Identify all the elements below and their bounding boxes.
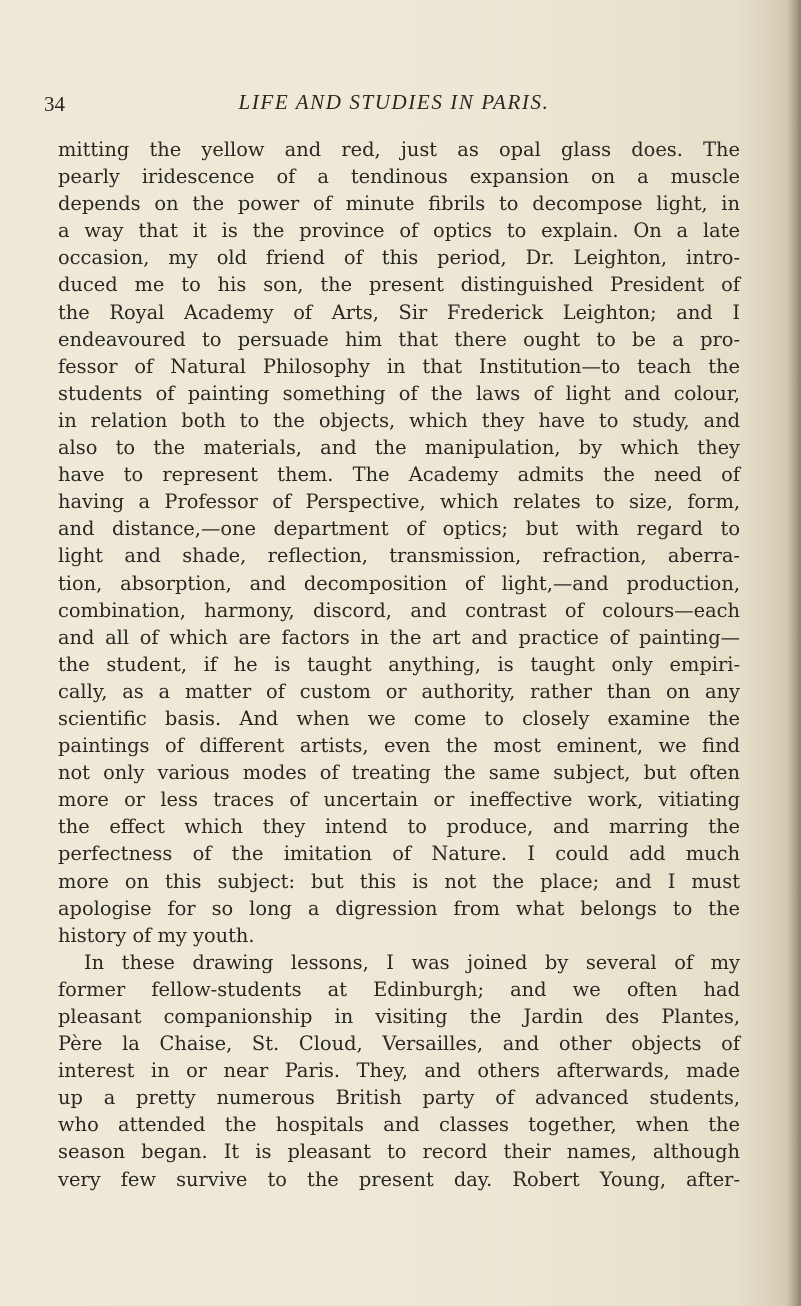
text-line: students of painting something of the laws of light and colour, [58,381,740,405]
text-line: very few survive to the present day. Robert Young, after- [58,1167,740,1191]
page-header [44,90,744,120]
text-line: not only various modes of treating the same subject, but often [58,761,740,785]
text-line: paintings of different artists, even the most eminent, we find [58,734,740,758]
text-line: up a pretty numerous British party of advanced students, [58,1086,740,1110]
text-line: mitting the yellow and red, just as opal glass does. The [58,138,740,161]
text-line: interest in or near Paris. They, and others afterwards, made [58,1059,740,1083]
text-line: apologise for so long a digression from what belongs to the [58,896,740,920]
text-line: combination, harmony, discord, and contrast of colours—each [58,598,740,622]
body-text [58,136,740,1193]
text-line: in relation both to the objects, which they have to study, and [58,408,740,432]
text-line: former fellow-students at Edinburgh; and we often had [58,977,740,1001]
text-line: the effect which they intend to produce, and marring the [58,815,740,839]
text-line: more on this subject: but this is not the place; and I must [58,869,740,893]
text-line: tion, absorption, and decomposition of light,—and production, [58,571,740,595]
text-line: and all of which are factors in the art and practice of painting— [58,625,740,649]
text-line: In these drawing lessons, I was joined by several of my [84,950,740,974]
text-line: pearly iridescence of a tendinous expansion on a muscle [58,165,740,189]
text-line: have to represent them. The Academy admits the need of [58,463,740,487]
text-line: cally, as a matter of custom or authority, rather than on any [58,679,740,703]
text-line: pleasant companionship in visiting the Jardin des Plantes, [58,1005,740,1028]
text-line: more or less traces of uncertain or ineffective work, vitiating [58,788,740,812]
text-line: light and shade, reflection, transmission, refraction, aberra- [58,544,740,568]
text-line: who attended the hospitals and classes together, when the [58,1113,740,1137]
text-line: a way that it is the province of optics to explain. On a late [58,219,740,243]
text-line: history of my youth. [58,923,255,947]
text-line: occasion, my old friend of this period, Dr. Leighton, intro- [58,246,740,270]
page-edge-shadow [787,0,801,1306]
text-line: endeavoured to persuade him that there ought to be a pro- [58,327,740,351]
text-line: and distance,—one department of optics; but with regard to [58,517,740,541]
text-line: having a Professor of Perspective, which relates to size, form, [58,490,740,514]
text-line: also to the materials, and the manipulation, by which they [58,436,740,460]
text-line: duced me to his son, the present distinguished President of [58,273,740,297]
text-line: fessor of Natural Philosophy in that Institution—to teach the [58,354,740,378]
text-line: the student, if he is taught anything, is taught only empiri- [58,652,740,676]
text-line: Père la Chaise, St. Cloud, Versailles, and other objects of [58,1032,740,1056]
page-number: 34 [44,92,65,116]
text-line: perfectness of the imitation of Nature. I could add much [58,842,740,866]
text-line: the Royal Academy of Arts, Sir Frederick Leighton; and I [58,300,740,324]
running-title: LIFE AND STUDIES IN PARIS. [238,90,550,114]
text-line: scientific basis. And when we come to closely examine the [58,706,740,730]
text-line: season began. It is pleasant to record their names, although [58,1140,740,1164]
text-line: depends on the power of minute fibrils to decompose light, in [58,192,740,216]
